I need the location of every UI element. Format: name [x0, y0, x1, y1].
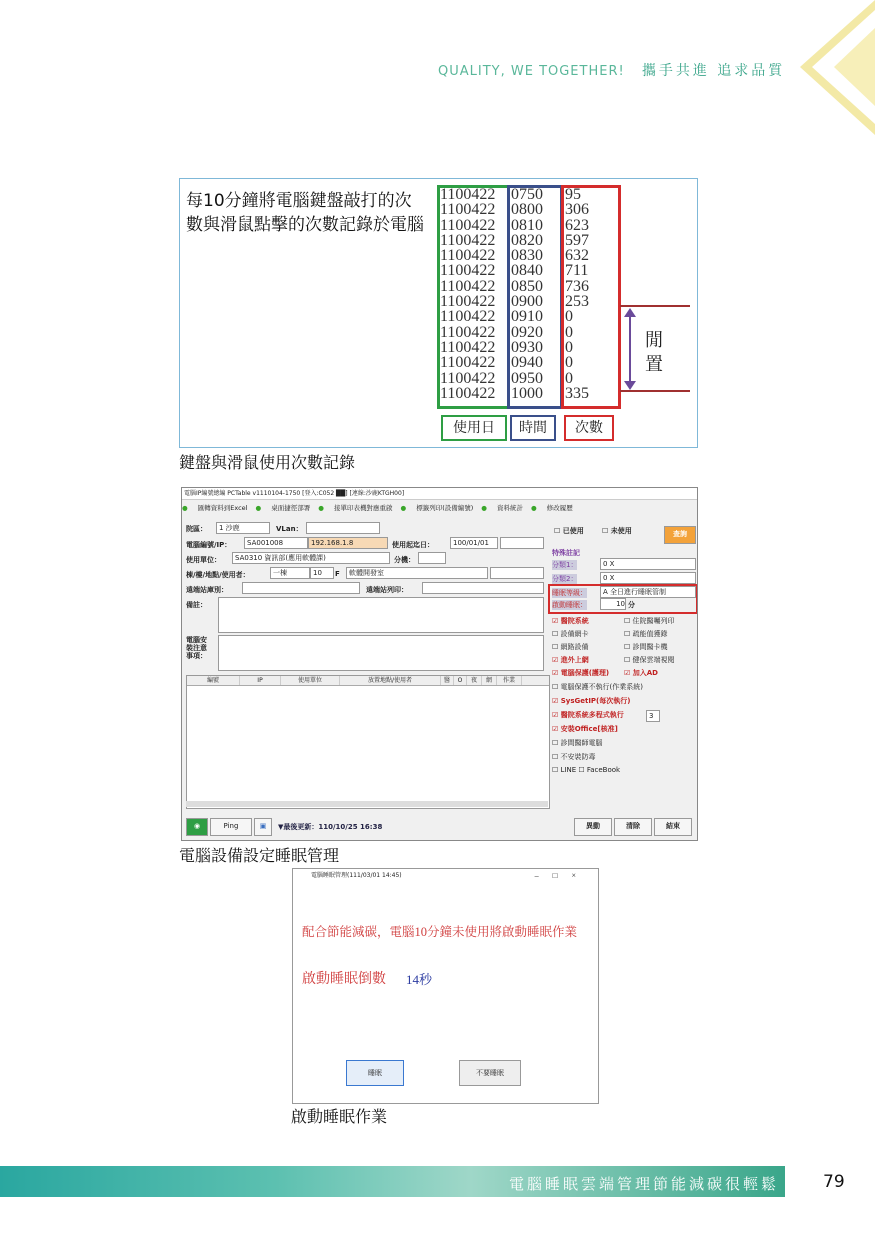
- log-count-entry: 0: [565, 369, 573, 387]
- log-time-entry: 0750: [511, 186, 543, 203]
- keyboard-mouse-log-figure: [179, 178, 698, 448]
- unused-checkbox[interactable]: ☐ 未使用: [602, 527, 632, 535]
- start-date-input[interactable]: 100/01/01: [450, 537, 498, 549]
- log-time-entry: 0930: [511, 338, 543, 356]
- figure1-caption: 鍵盤與滑鼠使用次數記錄: [179, 453, 356, 472]
- log-time-entry: 0810: [511, 216, 543, 234]
- log-time-entry: 0910: [511, 308, 543, 326]
- log-date-entry: 1100422: [440, 323, 496, 341]
- floor-label: 棟/樓/地點/使用者：: [186, 571, 250, 579]
- log-count-entry: 597: [565, 231, 589, 249]
- grid-column-header[interactable]: IP: [240, 676, 281, 685]
- log-date-entry: 1100422: [440, 231, 496, 249]
- multi-count-input[interactable]: 3: [646, 710, 660, 722]
- grid-column-header[interactable]: 網: [482, 676, 497, 685]
- toolbar-menu: [182, 502, 697, 514]
- log-time-entry: 0950: [511, 369, 543, 387]
- option-checkbox[interactable]: ☐ LINE ☐ FaceBook: [552, 766, 621, 774]
- ip-input[interactable]: 192.168.1.8: [308, 537, 388, 549]
- special-label: 特殊註記: [552, 549, 580, 557]
- option-checkbox[interactable]: ☑ 電腦保護(護理): [552, 669, 610, 677]
- pc-table-window: [181, 487, 698, 841]
- ext-input[interactable]: [418, 552, 446, 564]
- log-time-entry: 0820: [511, 231, 543, 249]
- hospital-select[interactable]: 1 沙鹿: [216, 522, 270, 534]
- grid-column-header[interactable]: 作業: [497, 676, 522, 685]
- last-update-text: ▼最後更新：110/10/25 16:38: [278, 823, 383, 831]
- log-time-entry: 0800: [511, 201, 543, 219]
- log-date-entry: 1100422: [440, 293, 496, 311]
- log-time-entry: 0850: [511, 277, 543, 295]
- label-time: 時間: [510, 415, 556, 441]
- option-checkbox[interactable]: ☐ 診間醫卡機: [624, 643, 668, 651]
- log-count-entry: 623: [565, 216, 589, 234]
- grid-column-header[interactable]: 醫: [441, 676, 454, 685]
- dialog-title: 電腦睡眠管理(111/03/01 14:45): [311, 872, 402, 879]
- option-checkbox[interactable]: ☑ 加入AD: [624, 669, 658, 677]
- log-time-entry: 1000: [511, 384, 543, 402]
- menu-item[interactable]: ● 修改履歷: [531, 504, 573, 512]
- countdown-value: 14秒: [406, 972, 433, 987]
- grid-column-header[interactable]: 編號: [187, 676, 240, 685]
- time-column-highlight: [507, 185, 563, 409]
- cat2-label: 分類2：: [552, 575, 578, 583]
- sleep-time-label: 啟動睡眠：: [552, 601, 587, 609]
- log-date-entry: 1100422: [440, 308, 496, 326]
- pc-number-input[interactable]: SA001008: [244, 537, 308, 549]
- site-print-label: 遠端站列印：: [366, 586, 408, 594]
- option-checkbox[interactable]: ☑ 安裝Office[核准]: [552, 725, 618, 733]
- building-select[interactable]: 一棟: [270, 567, 310, 579]
- figure2-caption: 電腦設備設定睡眠管理: [179, 846, 340, 865]
- date-column-highlight: [437, 185, 510, 409]
- window-controls[interactable]: –□×: [534, 871, 590, 880]
- start-date-label: 使用起迄日：: [392, 541, 434, 549]
- edit-button[interactable]: 異動: [574, 818, 612, 836]
- log-count-entry: 0: [565, 338, 573, 356]
- sleep-level-select[interactable]: A 全日進行睡眠管制: [600, 586, 696, 598]
- option-checkbox[interactable]: ☐ 電腦保護不執行(作業系統): [552, 683, 643, 691]
- site-label: 遠端站庫別：: [186, 586, 228, 594]
- corner-chevron-decoration: [800, 0, 875, 135]
- log-count-entry: 632: [565, 247, 589, 265]
- footer-title: 電腦睡眠雲端管理節能減碳很輕鬆: [508, 1175, 779, 1193]
- sleep-message: 配合節能減碳，電腦10分鐘未使用將啟動睡眠作業: [302, 925, 578, 939]
- sleep-time-input[interactable]: 10: [600, 598, 626, 610]
- end-date-input[interactable]: [500, 537, 544, 549]
- log-count-entry: 0: [565, 323, 573, 341]
- tagline-en: QUALITY, WE TOGETHER!: [438, 64, 625, 79]
- sleep-time-unit: 分: [628, 601, 635, 609]
- menu-item[interactable]: ● 接單印表機對應重啟: [318, 504, 393, 512]
- header-tagline: [438, 60, 785, 80]
- pc-grid[interactable]: [186, 675, 550, 809]
- note-label: 備註：: [186, 601, 207, 609]
- log-date-entry: 1100422: [440, 354, 496, 372]
- log-date-entry: 1100422: [440, 369, 496, 387]
- pc-label: 電腦編號/IP：: [186, 541, 232, 549]
- option-checkbox[interactable]: ☐ 不安裝防毒: [552, 753, 596, 761]
- sleep-button[interactable]: 睡眠: [346, 1060, 404, 1086]
- ping-button[interactable]: Ping: [210, 818, 252, 836]
- equip-textarea[interactable]: [218, 635, 544, 671]
- site-print-select[interactable]: [422, 582, 544, 594]
- option-checkbox[interactable]: ☐ 設備網卡: [552, 630, 589, 638]
- vlan-select[interactable]: [306, 522, 380, 534]
- log-date-entry: 1100422: [440, 186, 496, 203]
- eye-icon[interactable]: ◉: [186, 818, 208, 836]
- menu-item[interactable]: ● 標籤列印(設備編號): [400, 504, 474, 512]
- grid-column-header[interactable]: 夜: [467, 676, 482, 685]
- sleep-level-label: 睡眠等級：: [552, 589, 587, 597]
- count-column-highlight: [561, 185, 621, 409]
- horizontal-scrollbar[interactable]: [186, 801, 548, 807]
- cat2-select[interactable]: 0 X: [600, 572, 696, 584]
- monitor-icon[interactable]: ▣: [254, 818, 272, 836]
- menu-item[interactable]: ● 匯轉資料到Excel: [182, 504, 248, 512]
- grid-column-header[interactable]: 放置地點/使用者: [340, 676, 441, 685]
- figure3-caption: 啟動睡眠作業: [291, 1107, 388, 1126]
- log-date-entry: 1100422: [440, 262, 496, 280]
- option-checkbox[interactable]: ☐ 住院醫囑列印: [624, 617, 675, 625]
- log-count-entry: 95: [565, 186, 581, 203]
- option-checkbox[interactable]: ☐ 健保雲端視閱: [624, 656, 675, 664]
- log-date-entry: 1100422: [440, 247, 496, 265]
- used-checkbox[interactable]: ☐ 已使用: [554, 527, 584, 535]
- unit-label: 使用單位：: [186, 556, 221, 564]
- menu-item[interactable]: ● 桌面捷徑部署: [255, 504, 311, 512]
- grid-column-header[interactable]: 使用單位: [281, 676, 340, 685]
- vlan-label: VLan：: [276, 525, 303, 533]
- log-time-entry: 0920: [511, 323, 543, 341]
- grid-column-header[interactable]: O: [454, 676, 467, 685]
- window-title: 電腦IP編號總編 PCTable v1110104-1750 [登入:C052 ██] [連線:沙鹿KTGH00]: [182, 488, 698, 500]
- log-date-entry: 1100422: [440, 216, 496, 234]
- log-count-entry: 335: [565, 384, 589, 402]
- grid-header: [187, 676, 549, 686]
- unit-select[interactable]: SA0310 資訊部(應用軟體課): [232, 552, 390, 564]
- label-count: 次數: [564, 415, 614, 441]
- log-date-entry: 1100422: [440, 338, 496, 356]
- sleep-countdown-dialog: [292, 868, 599, 1104]
- exit-button[interactable]: 結束: [654, 818, 692, 836]
- log-description: 每10分鐘將電腦鍵盤敲打的次數與滑鼠點擊的次數記錄於電腦: [186, 191, 424, 235]
- log-count-entry: 736: [565, 277, 589, 295]
- ext-label: 分機：: [394, 556, 415, 564]
- log-time-entry: 0900: [511, 293, 543, 311]
- log-count-entry: 253: [565, 293, 589, 311]
- floor-select[interactable]: 10: [310, 567, 334, 579]
- cat1-label: 分類1：: [552, 561, 578, 569]
- option-checkbox[interactable]: ☐ 網路設備: [552, 643, 589, 651]
- log-time-entry: 0840: [511, 262, 543, 280]
- room-select[interactable]: 軟體開發室: [346, 567, 488, 579]
- log-time-entry: 0830: [511, 247, 543, 265]
- log-count-entry: 711: [565, 262, 589, 280]
- menu-item[interactable]: ● 資料統計: [481, 504, 524, 512]
- clear-button[interactable]: 清除: [614, 818, 652, 836]
- tagline-cn: 攜手共進 追求品質: [641, 63, 786, 79]
- label-date: 使用日: [441, 415, 507, 441]
- cat1-select[interactable]: 0 X: [600, 558, 696, 570]
- user-select[interactable]: [490, 567, 544, 579]
- idle-label: 閒置: [645, 330, 663, 375]
- option-checkbox[interactable]: ☑ 進外上網: [552, 656, 589, 664]
- query-button[interactable]: 查詢: [664, 526, 696, 544]
- option-checkbox[interactable]: ☐ 疏能值獲錄: [624, 630, 668, 638]
- page-number: 79: [823, 1172, 845, 1192]
- no-sleep-button[interactable]: 不要睡眠: [459, 1060, 521, 1086]
- hospital-label: 院區：: [186, 525, 207, 533]
- note-textarea[interactable]: [218, 597, 544, 633]
- site-select[interactable]: [242, 582, 360, 594]
- countdown-label: 啟動睡眠倒數: [302, 972, 386, 987]
- floor-f-label: F: [335, 570, 340, 578]
- option-checkbox[interactable]: ☑ SysGetIP(每次執行): [552, 697, 631, 705]
- log-count-entry: 0: [565, 354, 573, 372]
- option-checkbox[interactable]: ☑ 醫院系統多程式執行: [552, 711, 624, 719]
- log-date-entry: 1100422: [440, 277, 496, 295]
- log-count-entry: 306: [565, 201, 589, 219]
- option-checkbox[interactable]: ☑ 醫院系統: [552, 617, 589, 625]
- log-time-entry: 0940: [511, 354, 543, 372]
- log-date-entry: 1100422: [440, 201, 496, 219]
- equip-label: 電腦安裝注意事項：: [186, 636, 207, 660]
- log-date-entry: 1100422: [440, 384, 496, 402]
- option-checkbox[interactable]: ☐ 診間醫師電腦: [552, 739, 603, 747]
- log-count-entry: 0: [565, 308, 573, 326]
